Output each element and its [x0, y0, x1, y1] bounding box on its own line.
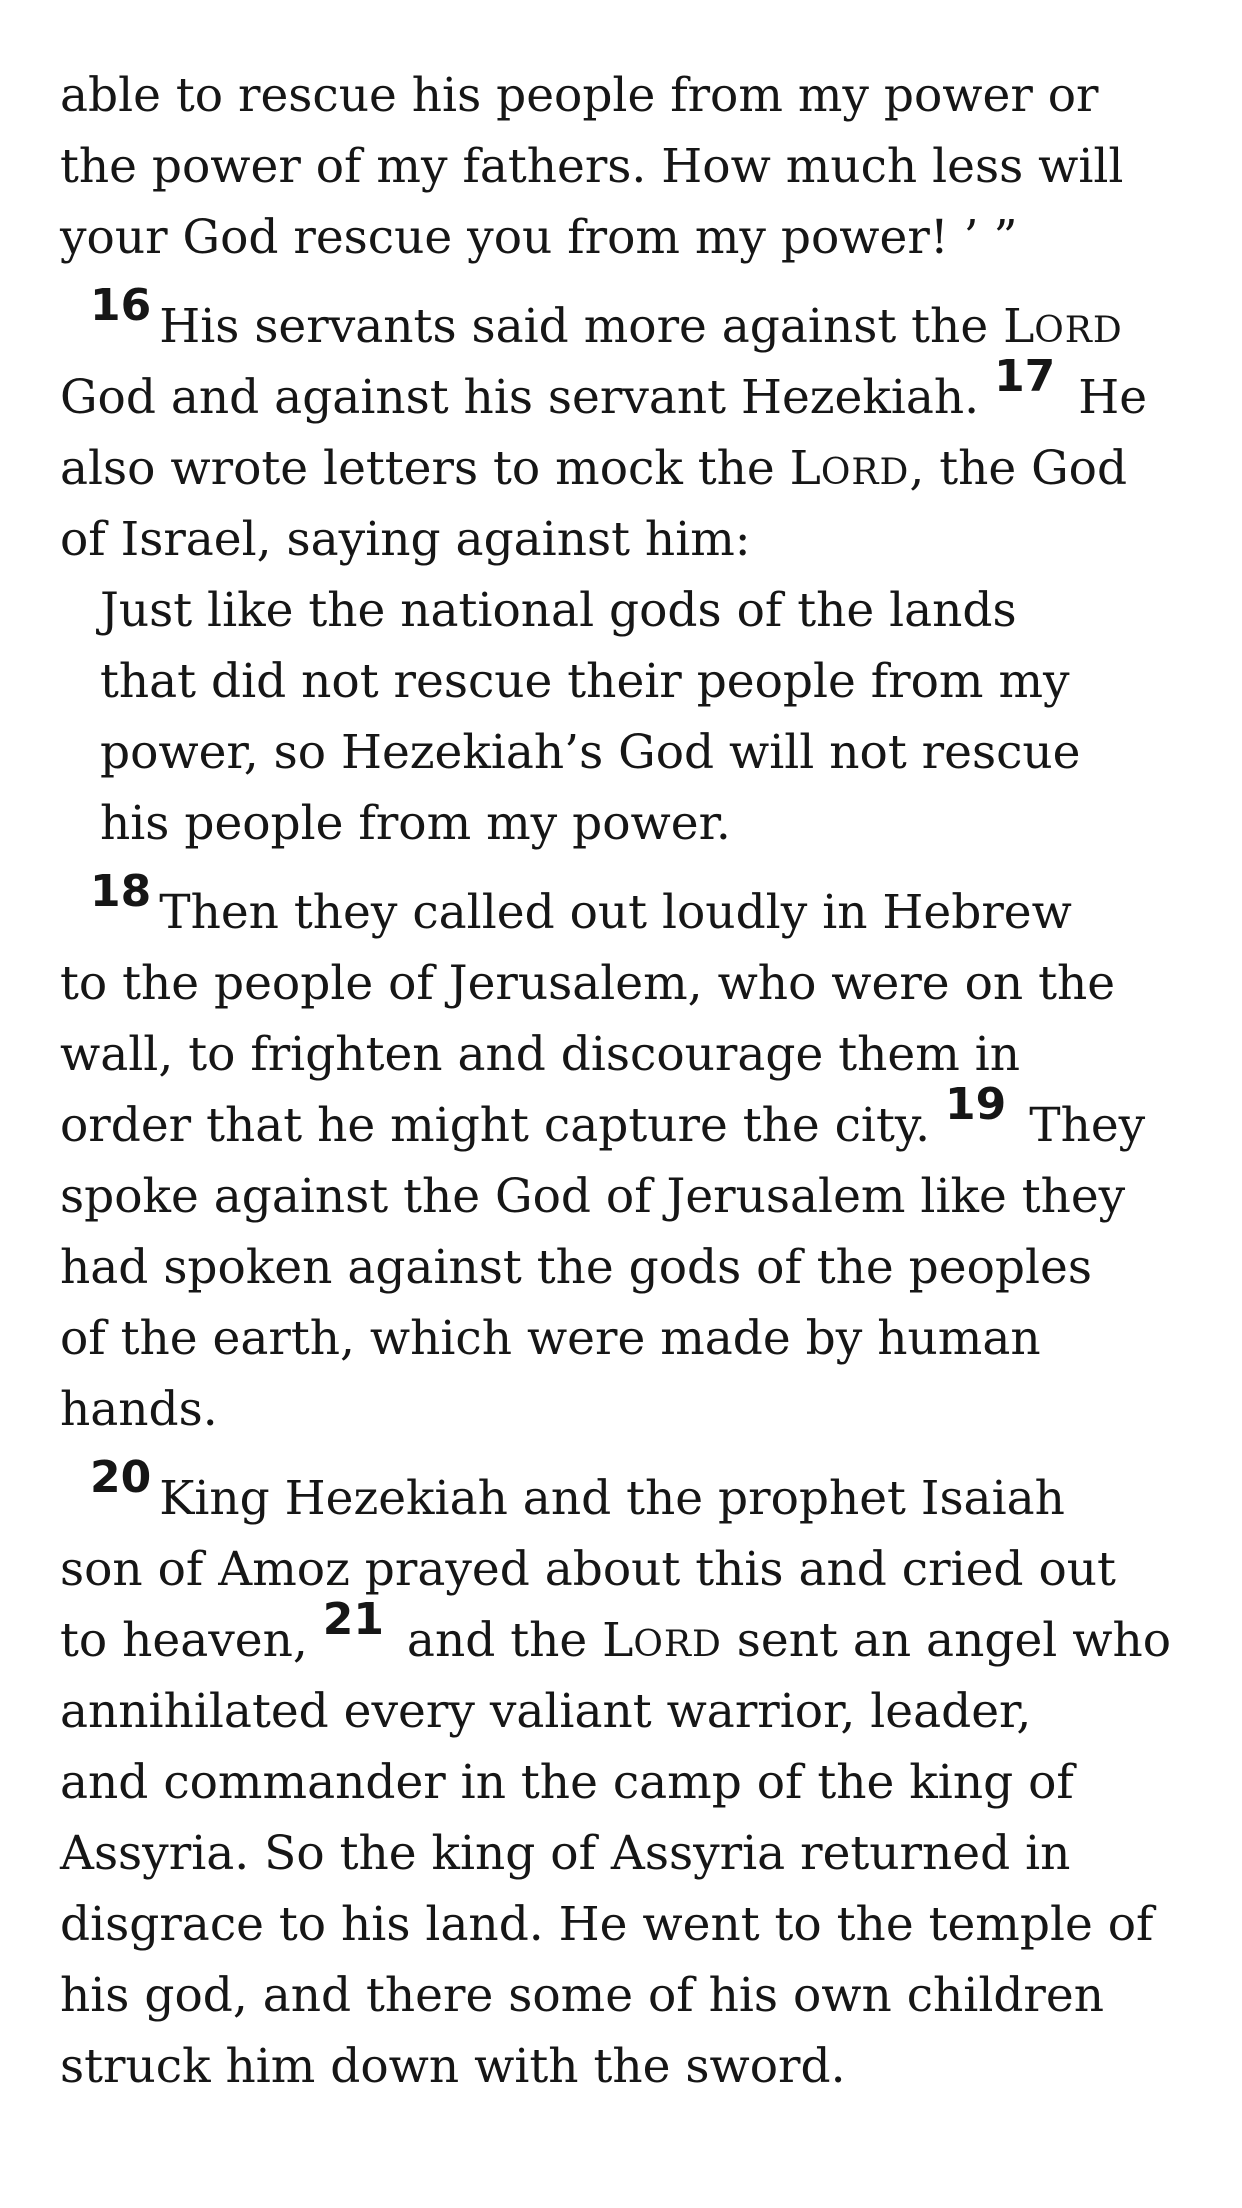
verse-number: 20: [90, 1452, 152, 1503]
text-line: annihilated every valiant warrior, leader,: [60, 1684, 1032, 1739]
verse-18-start: 18 Then they called out loudly in Hebrew: [90, 866, 1072, 940]
text-line: to the people of Jerusalem, who were on the: [60, 956, 1116, 1011]
small-caps-lord: ORD: [1034, 310, 1123, 351]
small-caps-lord: ORD: [633, 1624, 722, 1665]
text-line: the power of my fathers. How much less will: [60, 139, 1124, 194]
verse-number: 18: [90, 866, 152, 917]
text-line: Assyria. So the king of Assyria returned in: [60, 1826, 1071, 1881]
text-line: God and against his servant Hezekiah. 17 He: [60, 351, 1148, 425]
text-line: hands.: [60, 1382, 218, 1437]
text-line: able to rescue his people from my power or: [60, 68, 1099, 123]
text-line: spoke against the God of Jerusalem like they: [60, 1169, 1126, 1224]
text-line: son of Amoz prayed about this and cried out: [60, 1542, 1116, 1597]
reading-pane[interactable]: [60, 60, 1200, 2102]
text-line: wall, to frighten and discourage them in: [60, 1027, 1021, 1082]
text-line: disgrace to his land. He went to the temple of: [60, 1897, 1154, 1952]
text-line: his god, and there some of his own children: [60, 1968, 1104, 2023]
text-line: also wrote letters to mock the LORD, the God: [60, 441, 1128, 496]
text-line: your God rescue you from my power! ’ ”: [60, 210, 1018, 265]
text-line: struck him down with the sword.: [60, 2039, 846, 2094]
verse-number: 17: [994, 351, 1056, 402]
text-line: order that he might capture the city. 19 They: [60, 1079, 1146, 1153]
verse-20-start: 20 King Hezekiah and the prophet Isaiah: [90, 1452, 1065, 1526]
text-line: to heaven, 21 and the LORD sent an angel who: [60, 1594, 1172, 1668]
small-caps-lord: ORD: [820, 452, 910, 493]
poetry-line: power, so Hezekiah’s God will not rescue: [100, 725, 1081, 780]
text-line: and commander in the camp of the king of: [60, 1755, 1074, 1810]
poetry-line: that did not rescue their people from my: [100, 654, 1070, 709]
text-line: had spoken against the gods of the peoples: [60, 1240, 1092, 1295]
text-line: of Israel, saying against him:: [60, 512, 751, 567]
verse-number: 21: [322, 1594, 384, 1645]
verse-number: 16: [90, 280, 152, 331]
poetry-line: Just like the national gods of the lands: [100, 583, 1017, 638]
text-line: of the earth, which were made by human: [60, 1311, 1041, 1366]
poetry-line: his people from my power.: [100, 796, 731, 851]
verse-number: 19: [945, 1079, 1007, 1130]
verse-16-start: 16 His servants said more against the LORD: [90, 280, 1123, 354]
